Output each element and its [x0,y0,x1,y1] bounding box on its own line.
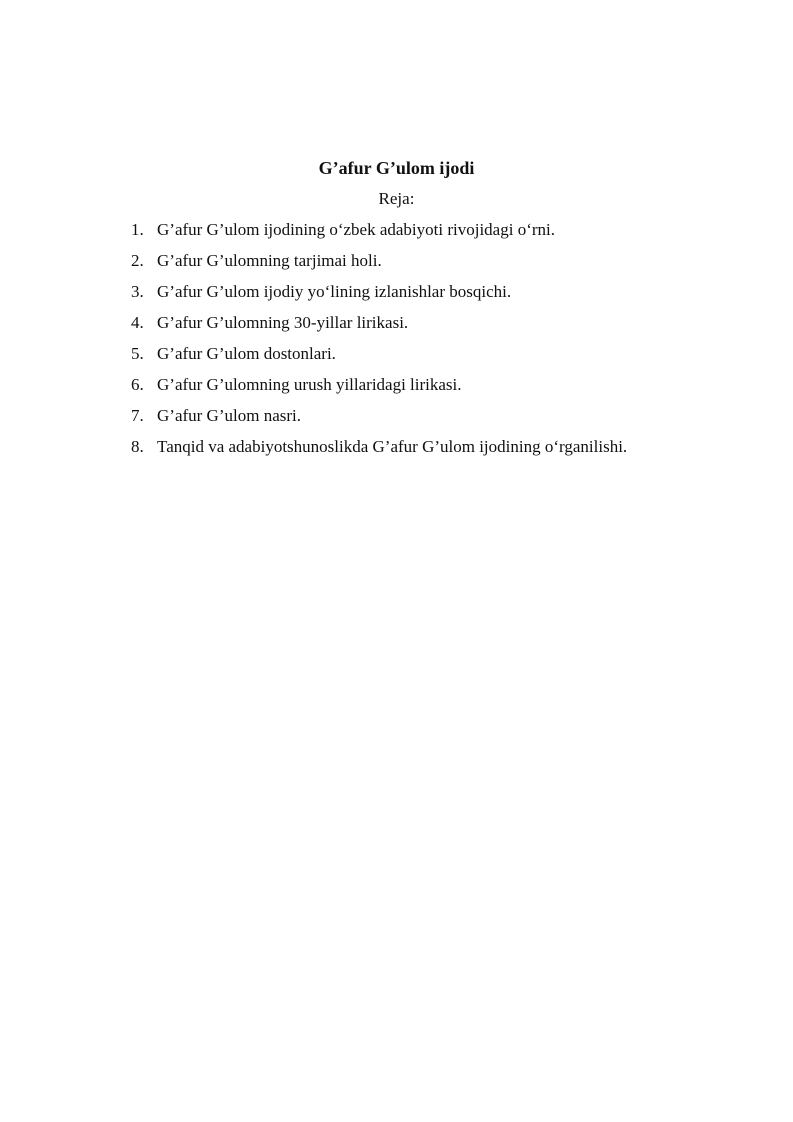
plan-heading: Reja: [378,189,415,208]
plan-item-number: 2. [131,251,144,270]
plan-item-number: 6. [131,375,144,394]
plan-item-text: Tanqid va adabiyotshunoslikda G’afur G’ulom ijodining o‘rganilishi. [157,437,628,456]
plan-item-3 [131,280,627,311]
plan-item-text: G’afur G’ulomning tarjimai holi. [157,251,382,270]
plan-item-number: 3. [131,282,144,301]
plan-item-5 [131,342,627,373]
plan-list [131,218,627,466]
plan-item-4 [131,311,627,342]
plan-item-8 [131,435,627,466]
plan-item-text: G’afur G’ulom ijodining o‘zbek adabiyoti rivojidagi o‘rni. [157,220,555,239]
page-title: G’afur G’ulom ijodi [318,158,475,178]
plan-item-number: 1. [131,220,144,239]
plan-item-number: 8. [131,437,144,456]
plan-item-text: G’afur G’ulomning urush yillaridagi lirikasi. [157,375,462,394]
plan-item-number: 7. [131,406,144,425]
plan-item-2 [131,249,627,280]
plan-item-number: 4. [131,313,144,332]
plan-item-1 [131,218,627,249]
plan-item-text: G’afur G’ulom nasri. [157,406,301,425]
plan-item-text: G’afur G’ulom dostonlari. [157,344,336,363]
plan-item-6 [131,373,627,404]
plan-item-text: G’afur G’ulomning 30-yillar lirikasi. [157,313,409,332]
plan-item-7 [131,404,627,435]
plan-item-number: 5. [131,344,144,363]
plan-item-text: G’afur G’ulom ijodiy yo‘lining izlanishlar bosqichi. [157,282,512,301]
